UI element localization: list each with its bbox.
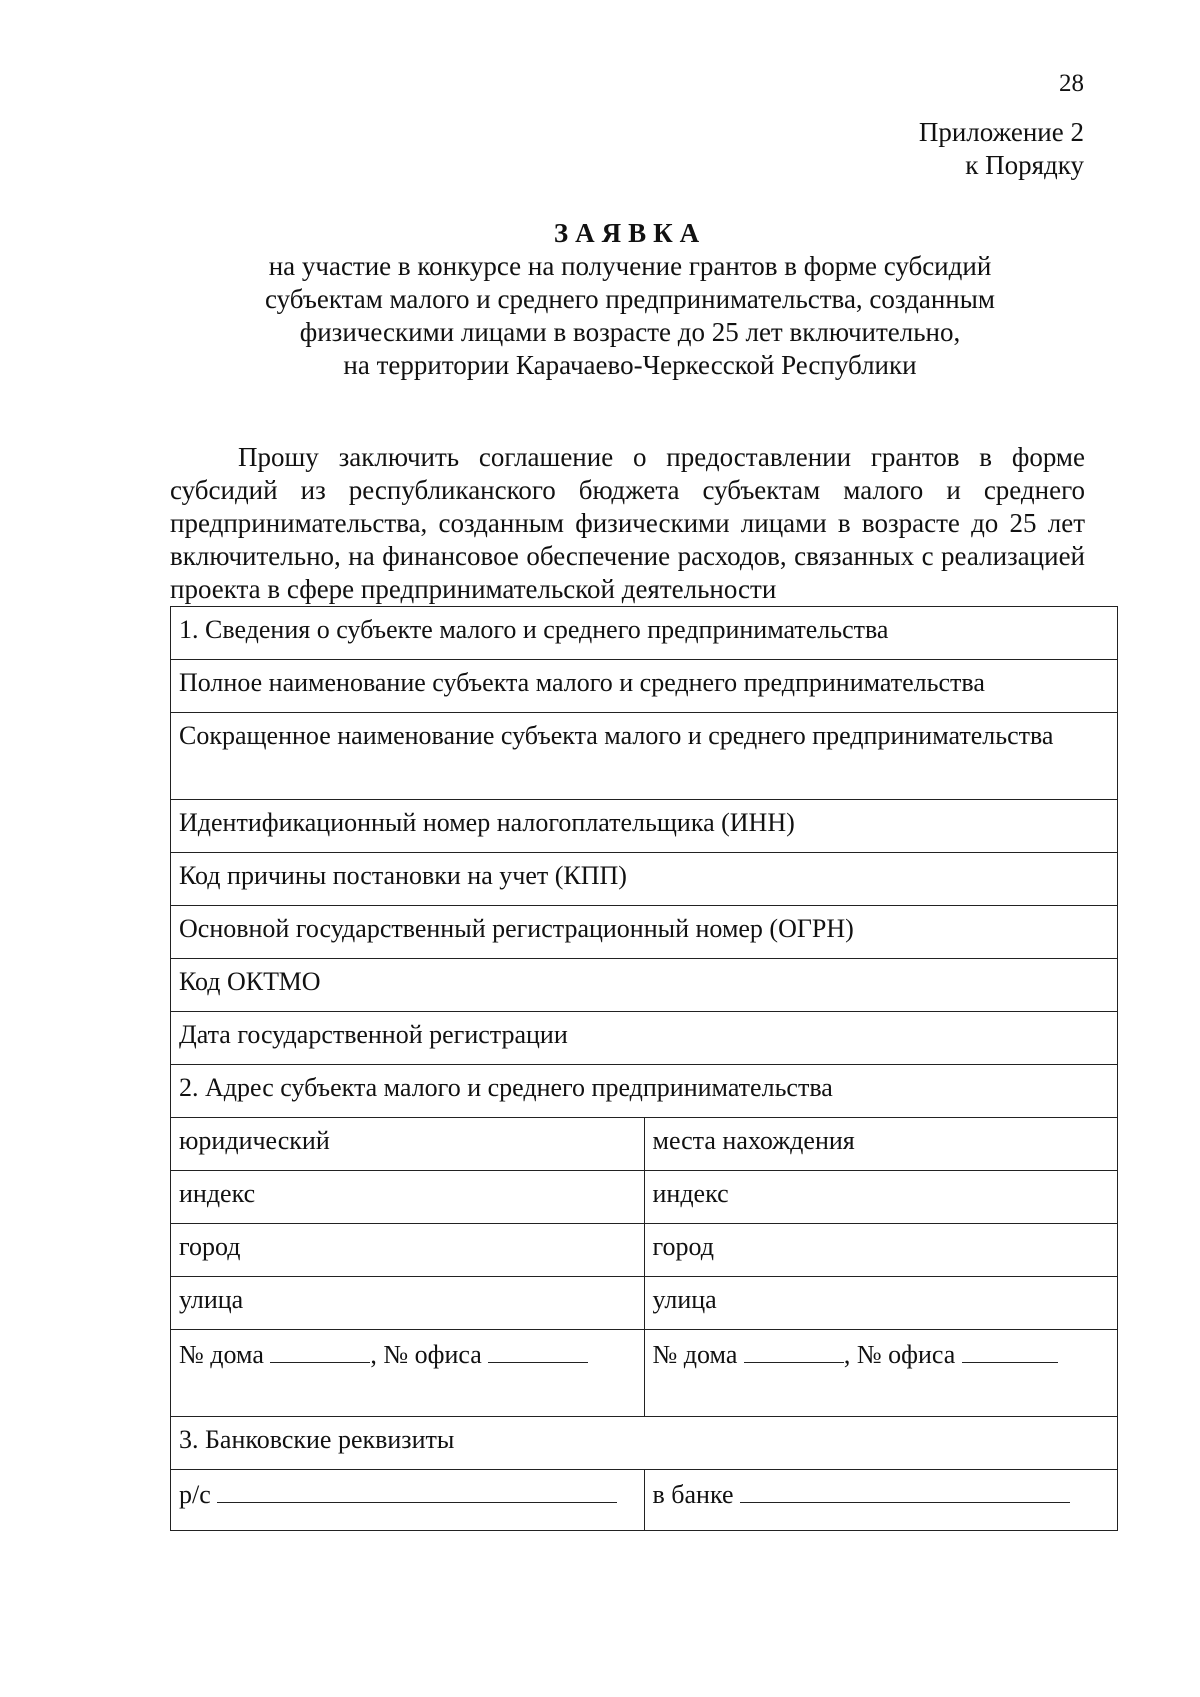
account-blank[interactable] <box>217 1478 617 1503</box>
subtitle-line-2: субъектам малого и среднего предпринимательства, созданным <box>265 284 995 314</box>
legal-address-header: юридический <box>171 1118 645 1171</box>
inn-field[interactable]: Идентификационный номер налогоплательщика (ИНН) <box>171 800 1118 853</box>
legal-street-field[interactable]: улица <box>171 1277 645 1330</box>
bank-cell <box>644 1470 1118 1531</box>
location-house-blank[interactable] <box>744 1338 844 1363</box>
bank-label: в банке <box>652 1480 734 1509</box>
location-house-label: № дома <box>652 1340 738 1369</box>
application-form-table <box>170 606 1118 1531</box>
document-title: ЗАЯВКА <box>553 218 707 248</box>
legal-house-blank[interactable] <box>270 1338 370 1363</box>
location-street-field[interactable]: улица <box>644 1277 1118 1330</box>
location-city-field[interactable]: город <box>644 1224 1118 1277</box>
legal-index-field[interactable]: индекс <box>171 1171 645 1224</box>
intro-paragraph: Прошу заключить соглашение о предоставлении грантов в форме субсидий из республиканского бюджета субъектам малого и среднего предпринимательства, созданным физическими лицами в возрасте до 25 лет включительно, на финансовое обеспечение расходов, связанных с реализацией проекта в сфере предпринимательской деятельности <box>170 442 1085 604</box>
section-1-header: 1. Сведения о субъекте малого и среднего предпринимательства <box>171 607 1118 660</box>
subtitle-line-4: на территории Карачаево-Черкесской Республики <box>343 350 917 380</box>
legal-office-label: , № офиса <box>370 1340 482 1369</box>
appendix-line-2: к Порядку <box>965 150 1084 180</box>
legal-house-office-cell <box>171 1330 645 1417</box>
registration-date-field[interactable]: Дата государственной регистрации <box>171 1012 1118 1065</box>
section-3-header: 3. Банковские реквизиты <box>171 1417 1118 1470</box>
oktmo-field[interactable]: Код ОКТМО <box>171 959 1118 1012</box>
location-office-label: , № офиса <box>843 1340 956 1369</box>
short-name-field[interactable]: Сокращенное наименование субъекта малого и среднего предпринимательства <box>171 713 1118 800</box>
subtitle-line-3: физическими лицами в возрасте до 25 лет включительно, <box>299 317 961 347</box>
bank-blank[interactable] <box>740 1478 1070 1503</box>
legal-city-field[interactable]: город <box>171 1224 645 1277</box>
appendix-reference <box>919 116 1084 182</box>
location-office-blank[interactable] <box>962 1338 1058 1363</box>
kpp-field[interactable]: Код причины постановки на учет (КПП) <box>171 853 1118 906</box>
full-name-field[interactable]: Полное наименование субъекта малого и среднего предпринимательства <box>171 660 1118 713</box>
account-label: р/с <box>179 1480 211 1509</box>
account-cell <box>171 1470 645 1531</box>
section-2-header: 2. Адрес субъекта малого и среднего предпринимательства <box>171 1065 1118 1118</box>
page-number: 28 <box>1059 70 1084 97</box>
document-heading <box>160 216 1100 382</box>
location-house-office-cell <box>644 1330 1118 1417</box>
ogrn-field[interactable]: Основной государственный регистрационный номер (ОГРН) <box>171 906 1118 959</box>
subtitle-line-1: на участие в конкурсе на получение грантов в форме субсидий <box>268 251 992 281</box>
legal-office-blank[interactable] <box>488 1338 588 1363</box>
location-address-header: места нахождения <box>644 1118 1118 1171</box>
legal-house-label: № дома <box>179 1340 264 1369</box>
appendix-line-1: Приложение 2 <box>918 117 1084 147</box>
location-index-field[interactable]: индекс <box>644 1171 1118 1224</box>
